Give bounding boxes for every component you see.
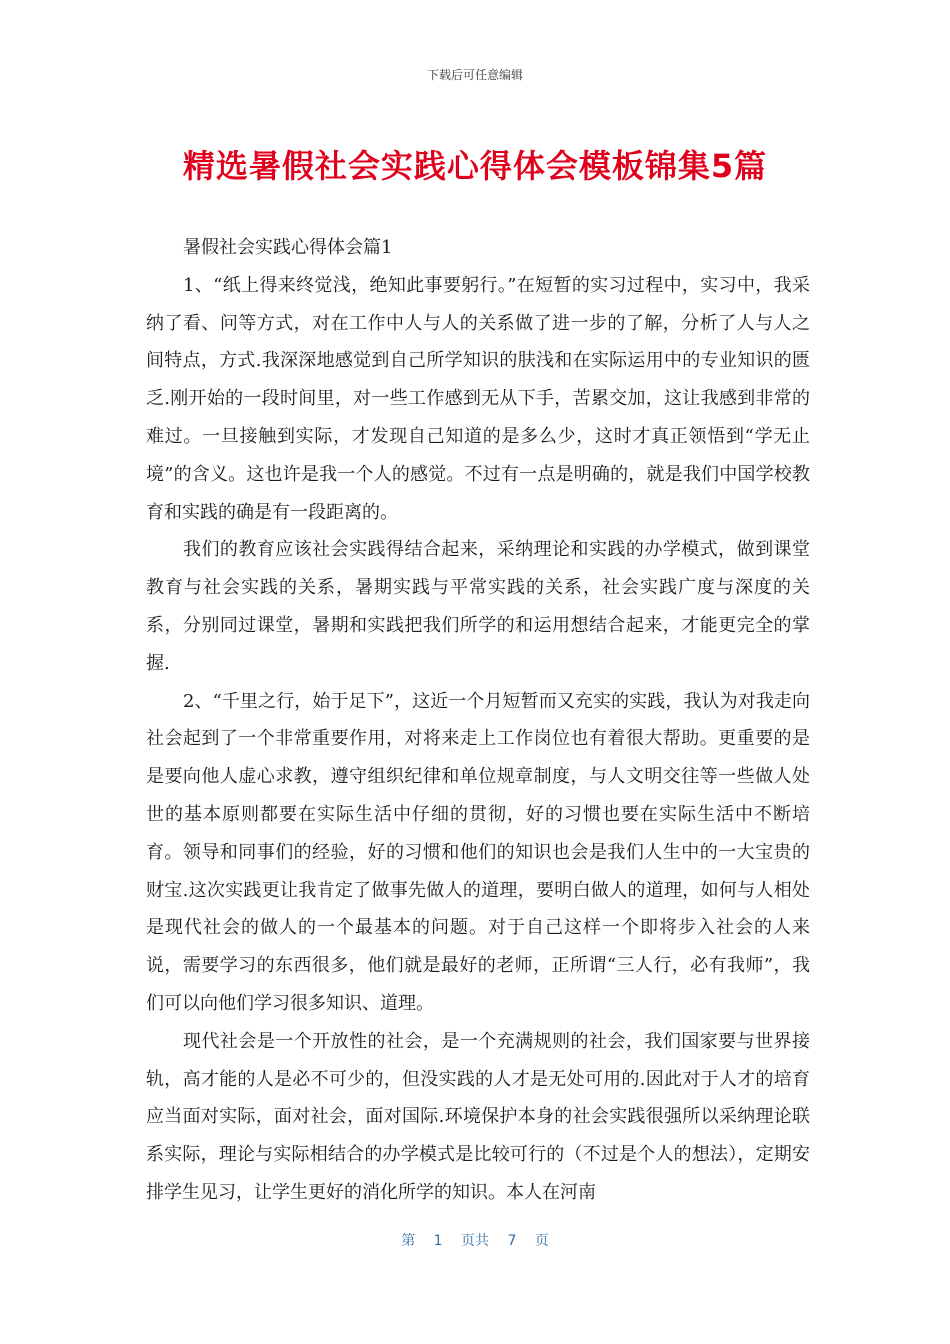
paragraph: 我们的教育应该社会实践得结合起来，采纳理论和实践的办学模式，做到课堂教育与社会实践的关系，暑期实践与平常实践的关系，社会实践广度与深度的关系，分别同过课堂，暑期和实践把我们所学的和运用想结合起来，才能更完全的掌握. bbox=[146, 539, 810, 674]
paragraph: 1、“纸上得来终觉浅，绝知此事要躬行。”在短暂的实习过程中，实习中，我采纳了看、问等方式，对在工作中人与人的关系做了进一步的了解，分析了人与人之间特点，方式.我深深地感觉到自己所学知识的肤浅和在实际运用中的专业知识的匮乏.刚开始的一段时间里，对一些工作感到无从下手，苦累交加，这让我感到非常的难过。一旦接触到实际，才发现自己知道的是多么少，这时才真正领悟到“学无止境”的含义。这也许是我一个人的感觉。不过有一点是明确的，就是我们中国学校教育和实践的确是有一段距离的。 bbox=[146, 274, 810, 523]
document-title: 精选暑假社会实践心得体会模板锦集5篇 bbox=[182, 147, 768, 185]
page-footer: 第 1 页共 7 页 bbox=[401, 1233, 549, 1249]
paragraph: 现代社会是一个开放性的社会，是一个充满规则的社会，我们国家要与世界接轨，高才能的人是必不可少的，但没实践的人才是无处可用的.因此对于人才的培育应当面对实际，面对社会，面对国际.环境保护本身的社会实践很强所以采纳理论联系实际，理论与实际相结合的办学模式是比较可行的（不过是个人的想法），定期安排学生见习，让学生更好的消化所学的知识。本人在河南 bbox=[146, 1030, 810, 1203]
section-heading: 暑假社会实践心得体会篇1 bbox=[183, 237, 393, 258]
paragraph: 2、“千里之行，始于足下”，这近一个月短暂而又充实的实践，我认为对我走向社会起到了一个非常重要作用，对将来走上工作岗位也有着很大帮助。更重要的是是要向他人虚心求教，遵守组织纪律和单位规章制度，与人文明交往等一些做人处世的基本原则都要在实际生活中仔细的贯彻，好的习惯也要在实际生活中不断培育。领导和同事们的经验，好的习惯和他们的知识也会是我们人生中的一大宝贵的财宝.这次实践更让我肯定了做事先做人的道理，要明白做人的道理，如何与人相处是现代社会的做人的一个最基本的问题。对于自己这样一个即将步入社会的人来说，需要学习的东西很多，他们就是最好的老师，正所谓“三人行，必有我师”，我们可以向他们学习很多知识、道理。 bbox=[146, 690, 810, 1014]
document-body bbox=[146, 229, 810, 1212]
page-header: 下载后可任意编辑 bbox=[426, 68, 523, 82]
